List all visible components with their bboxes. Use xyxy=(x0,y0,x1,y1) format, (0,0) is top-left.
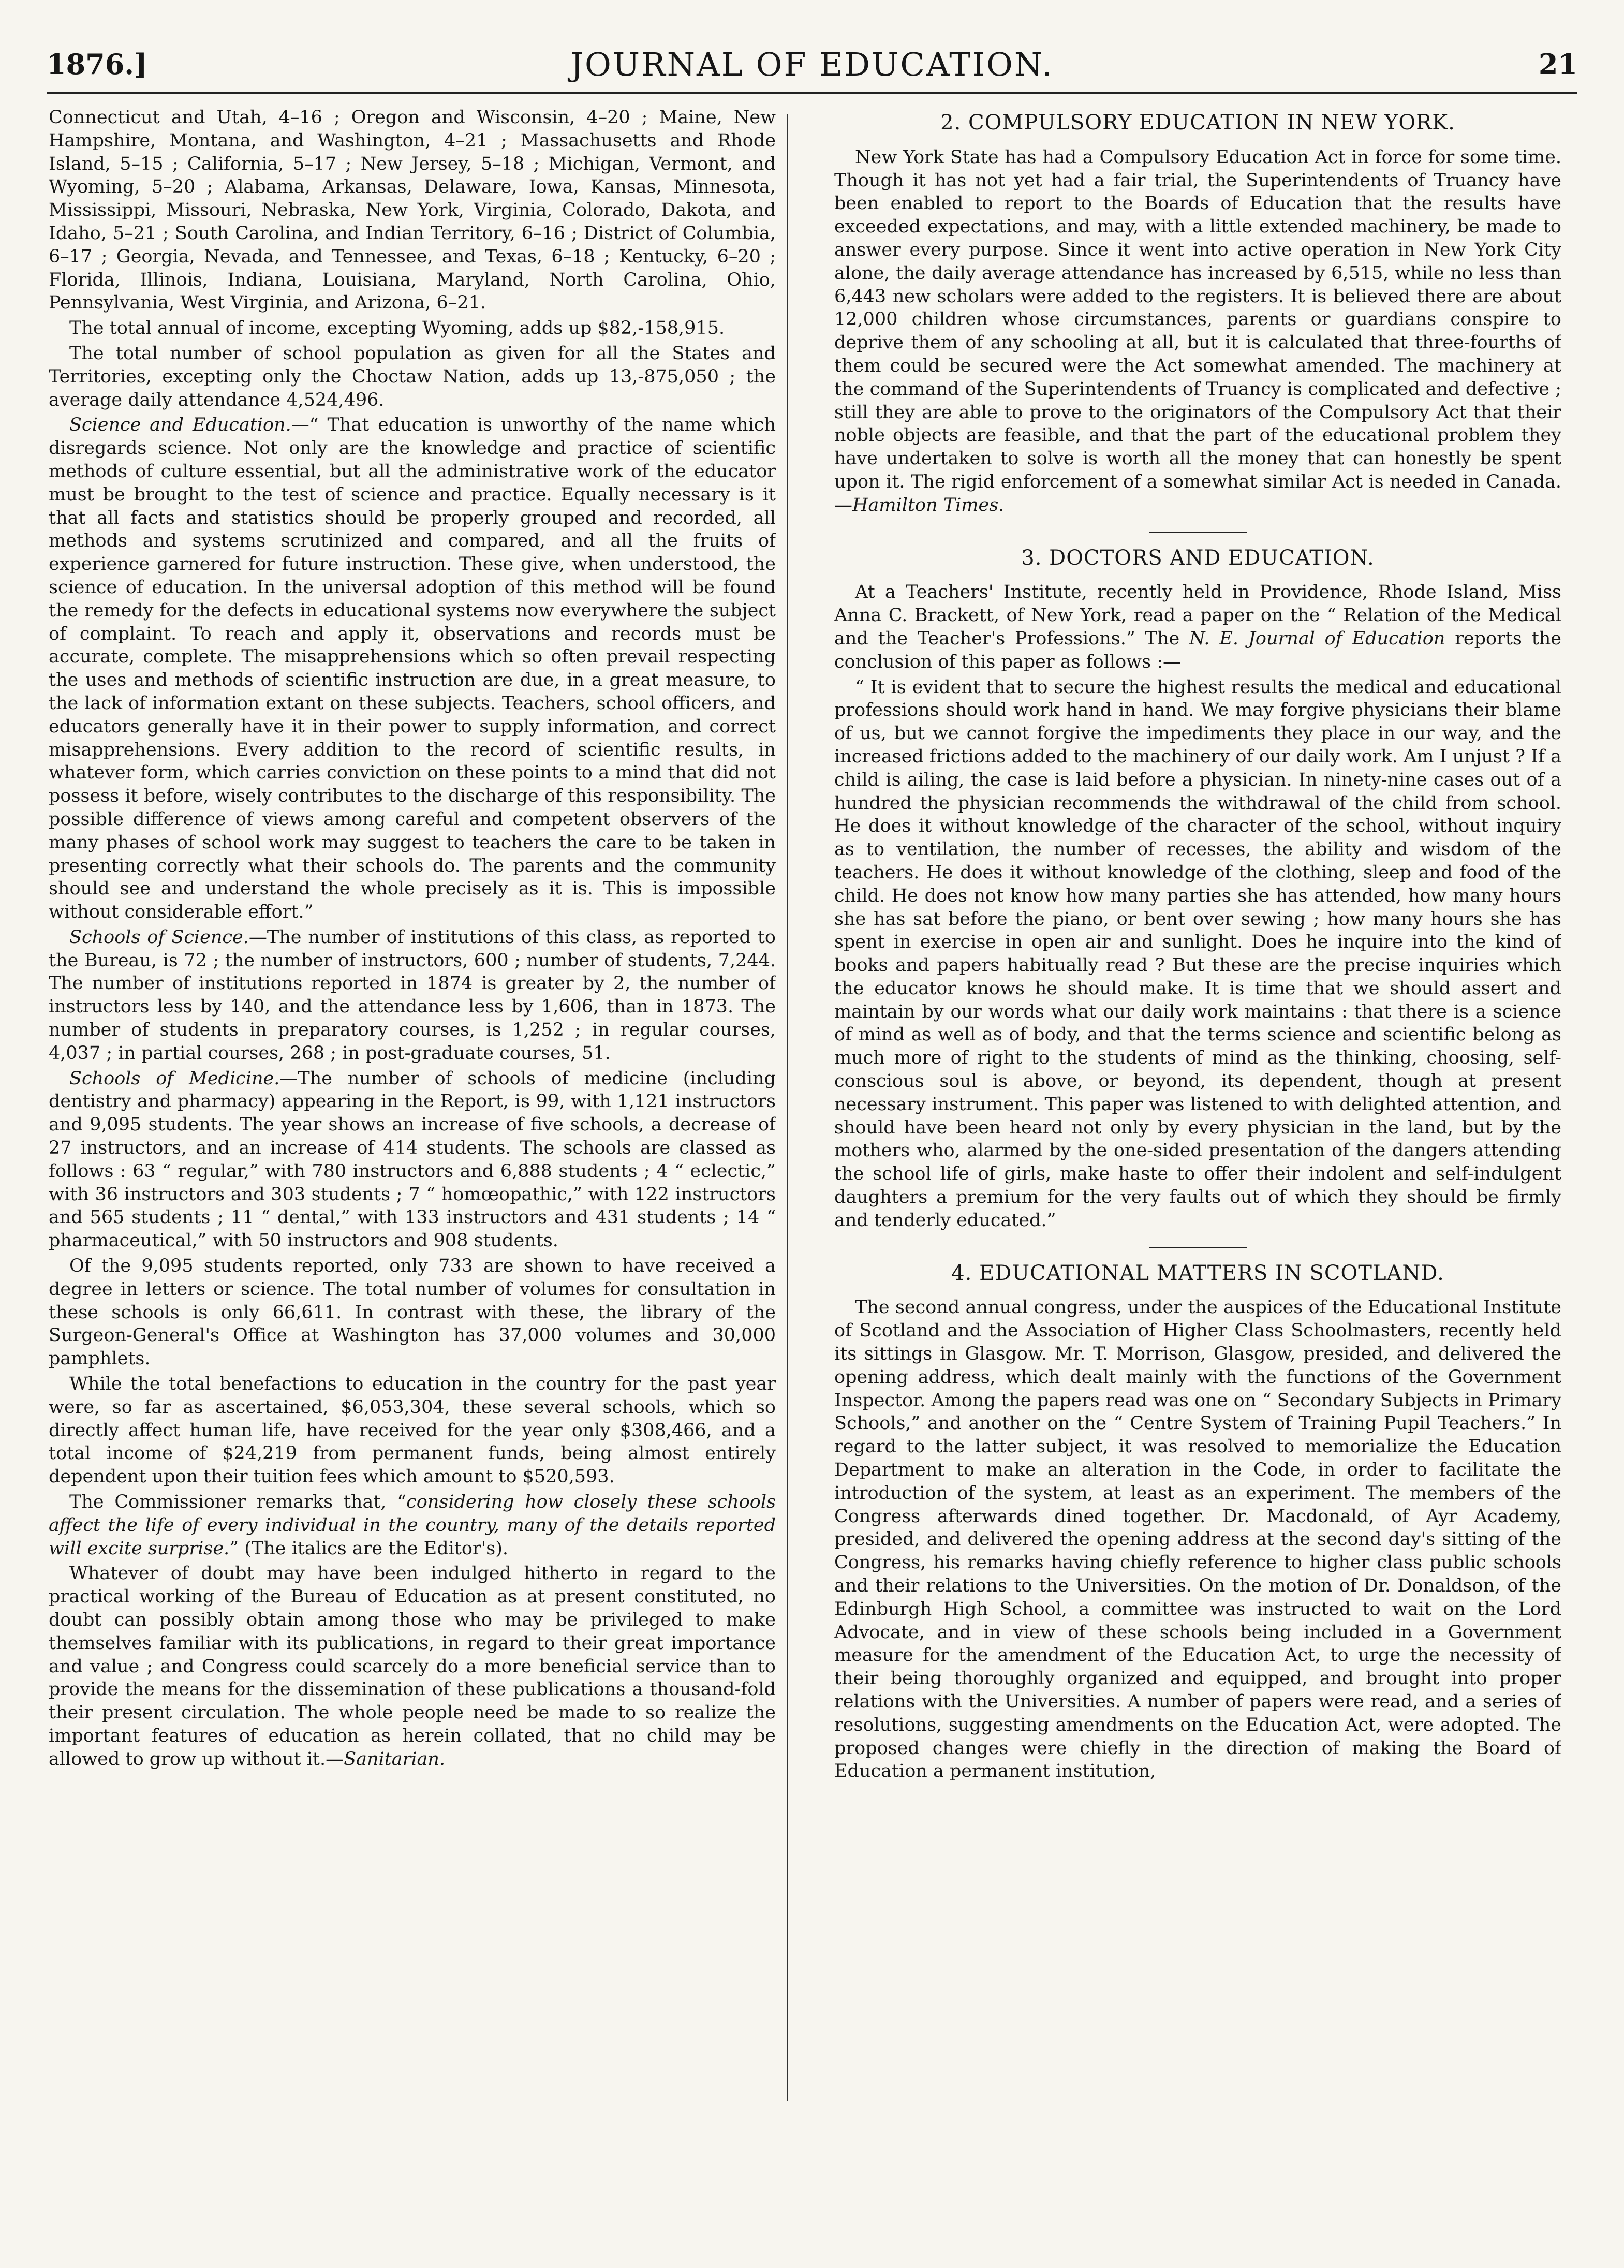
paragraph-bureau-publications xyxy=(49,1562,776,1771)
schools-of-science-text: —The number of institutions of this class, as reported to the Bureau, is 72 ; the number of instructors, 600 ; number of students, 7,244. The number of institutions reported in 1874 is greater by 2, the number of instructors less by 140, and the attendance less by 1,606, than in 1873. The number of students in preparatory courses, is 1,252 ; in regular courses, 4,037 ; in partial courses, 268 ; in post-graduate courses, 51. xyxy=(49,926,776,1064)
header-year: 1876.] xyxy=(47,48,147,81)
journal-title: JOURNAL OF EDUCATION. xyxy=(570,46,1054,83)
schools-of-medicine-heading: Schools of Medicine. xyxy=(69,1068,280,1089)
compulsory-education-text: New York State has had a Compulsory Education Act in force for some time. Though it has not yet had a fair trial, the Superintendents of Truancy have been enabled to report to the Boards of Education that the results have exceeded expectations, and may, with a little extended machinery, be made to answer every purpose. Since it went into active operation in New York City alone, the daily average attendance has increased by 6,515, while no less than 6,443 new scholars were added to the registers. It is believed there are about 12,000 children whose circumstances, parents or guardians conspire to deprive them of any schooling at all, but it is calculated that three-fourths of them could be secured were the Act somewhat amended. The machinery at the command of the Superintendents of Truancy is complicated and defective ; still they are able to prove to the originators of the Compulsory Act that their noble objects are feasible, and that the part of the educational problem they have undertaken to solve is worth all the money that can honestly be spent upon it. The rigid enforcement of a somewhat similar Act is needed in Canada.— xyxy=(834,146,1561,516)
section-title-scotland: 4. EDUCATIONAL MATTERS IN SCOTLAND. xyxy=(951,1261,1444,1285)
schools-of-medicine-text: —The number of schools of medicine (including dentistry and pharmacy) appearing in the Report, is 99, with 1,121 instructors and 9,095 students. The year shows an increase of five schools, a decrease of 27 instructors, and an increase of 414 students. The schools are classed as follows : 63 “ regular,” with 780 instructors and 6,888 students ; 4 “ eclectic,” with 36 instructors and 303 students ; 7 “ homœopathic,” with 122 instructors and 565 students ; 11 “ dental,” with 133 instructors and 431 students ; 14 “ pharmaceutical,” with 50 instructors and 908 students. xyxy=(49,1068,776,1251)
paragraph-age-ranges: Connecticut and Utah, 4–16 ; Oregon and Wisconsin, 4–20 ; Maine, New Hampshire, Montana, and Washington, 4–21 ; Massachusetts and Rhode Island, 5–15 ; California, 5–17 ; New Jersey, 5–18 ; Michigan, Vermont, and Wyoming, 5–20 ; Alabama, Arkansas, Delaware, Iowa, Kansas, Minnesota, Mississippi, Missouri, Nebraska, New York, Virginia, Colorado, Dakota, and Idaho, 5–21 ; South Carolina, and Indian Territory, 6–16 ; District of Columbia, 6–17 ; Georgia, Nevada, and Tennessee, and Texas, 6–18 ; Kentucky, 6–20 ; Florida, Illinois, Indiana, Louisiana, Maryland, North Carolina, Ohio, Pennsylvania, West Virginia, and Arizona, 6–21. xyxy=(49,107,776,314)
science-education-text: —“ That education is unworthy of the name which disregards science. Not only are the knowledge and practice of scientific methods of culture essential, but all the administrative work of the educator must be brought to the test of science and practice. Equally necessary is it that all facts and statistics should be properly grouped and recorded, all methods and systems scrutinized and compared, and all the fruits of experience garnered for future instruction. These give, when understood, the science of education. In the universal adoption of this method will be found the remedy for the defects in educational systems now everywhere the subject of complaint. To reach and apply it, observations and records must be accurate, complete. The misapprehensions which so often prevail respecting the uses and methods of scientific instruction are due, in a great measure, to the lack of information extant on these subjects. Teachers, school officers, and educators generally have it in their power to supply information, and correct misapprehensions. Every addition to the record of scientific results, in whatever form, which carries conviction on these points to a mind that did not possess it before, wisely contributes to the discharge of this responsibility. The possible difference of views among careful and competent observers of the many phases of school work may suggest to teachers the care to be taken in presenting correctly what their schools do. The parents and the community should see and understand the whole precisely as it is. This is impossible without considerable effort.” xyxy=(49,415,776,923)
paragraph-science-education xyxy=(49,414,776,924)
left-column xyxy=(49,106,776,2151)
science-education-heading: Science and Education. xyxy=(69,415,291,436)
paragraph-benefactions: While the total benefactions to education in the country for the past year were, so far as ascertained, $6,053,304, these several schools, which so directly affect human life, have received for the year only $308,466, and a total income of $24,219 from permanent funds, being almost entirely dependent upon their tuition fees which amount to $520,593. xyxy=(49,1374,776,1488)
commissioner-italic-quote: considering how closely these schools affect the life of every individual in the country, many of the details reported will excite surprise. xyxy=(49,1492,776,1559)
source-sanitarian: Sanitarian. xyxy=(344,1748,446,1770)
paragraph-total-income: The total annual of income, excepting Wyoming, adds up $82,-158,915. xyxy=(69,318,725,339)
doctors-intro-text-b: reports the conclusion of this paper as follows :— xyxy=(834,628,1561,672)
commissioner-text-end: ” (The italics are the Editor's). xyxy=(229,1538,509,1559)
paragraph-commissioner-remarks xyxy=(49,1491,776,1560)
running-header xyxy=(47,14,1577,94)
right-column xyxy=(834,106,1561,2151)
paragraph-compulsory-education xyxy=(834,146,1561,517)
source-hamilton-times: Hamilton Times. xyxy=(852,494,1005,516)
paragraph-degrees-volumes: Of the 9,095 students reported, only 733 are shown to have received a degree in letters or science. The total number of volumes for consultation in these schools is only 66,611. In contrast with these, the library of the Surgeon-General's Office at Washington has 37,000 volumes and 30,000 pamphlets. xyxy=(49,1256,776,1369)
paragraph-school-population: The total number of school population as given for all the States and Territories, excepting only the Choctaw Nation, adds up 13,-875,050 ; the average daily attendance 4,524,496. xyxy=(49,343,776,410)
section-rule xyxy=(1149,532,1247,533)
schools-of-science-heading: Schools of Science. xyxy=(69,926,249,948)
bureau-publications-text: Whatever of doubt may have been indulged hitherto in regard to the practical working of the Bureau of Education as at present constituted, no doubt can possibly obtain among those who may be privileged to make themselves familiar with its publications, in regard to their great importance and value ; and Congress could scarcely do a more beneficial service than to provide the means for the dissemination of these publications a thousand-fold their present circulation. The whole people need be made to so realize the important features of education as herein collated, that no child may be allowed to grow up without it.— xyxy=(49,1563,776,1770)
commissioner-text-start: The Commissioner remarks that, “ xyxy=(69,1492,407,1513)
section-rule xyxy=(1149,1247,1247,1248)
doctors-intro-text-a: At a Teachers' Institute, recently held in Providence, Rhode Island, Miss Anna C. Brackett, of New York, read a paper on the “ Relation of the Medical and the Teacher's Professions.” The xyxy=(834,582,1561,649)
column-divider xyxy=(787,114,788,2101)
paragraph-schools-of-medicine xyxy=(49,1067,776,1253)
paragraph-doctors-intro xyxy=(834,581,1561,673)
section-title-doctors-education: 3. DOCTORS AND EDUCATION. xyxy=(1021,546,1375,570)
paragraph-schools-of-science xyxy=(49,926,776,1065)
journal-name-italic: N. E. Journal of Education xyxy=(1189,628,1445,649)
section-title-compulsory-education: 2. COMPULSORY EDUCATION IN NEW YORK. xyxy=(940,111,1455,135)
paragraph-brackett-quote: “ It is evident that to secure the highest results the medical and educational professions should work hand in hand. We may forgive physicians their blame of us, but we cannot forgive the impediments they place in our way, and the increased frictions added to the machinery of our daily work. Am I unjust ? If a child is ailing, the case is laid before a physician. In ninety-nine cases out of a hundred the physician recommends the withdrawal of the child from school. He does it without knowledge of the character of the school, without inquiry as to ventilation, the number of recesses, the ability and wisdom of the teachers. He does it without knowledge of the clothing, sleep and food of the child. He does not know how many parties she has attended, how many hours she has sat before the piano, or bent over sewing ; how many hours she has spent in exercise in open air and sunlight. Does he inquire into the kind of books and papers habitually read ? But these are the precise inquiries which the educator knows he should make. It is time that we should assert and maintain by our words what our daily work maintains : that there is a science of mind as well as of body, and that the terms science and scientific belong as much more of right to the students of mind as the thinking, choosing, self-conscious soul is above, or beyond, its dependent, though at present necessary instrument. This paper was listened to with delighted attention, and should have been heard not only by every physician in the land, but by the mothers who, alarmed by the one-sided presentation of the dangers attending the school life of girls, make haste to offer their indolent and self-indulgent daughters a premium for the very faults out of which they should be firmly and tenderly educated.” xyxy=(834,676,1561,1231)
paragraph-scotland: The second annual congress, under the auspices of the Educational Institute of Scotland and the Association of Higher Class Schoolmasters, recently held its sittings in Glasgow. Mr. T. Morrison, Glasgow, presided, and delivered the opening address, which dealt mainly with the functions of the Government Inspector. Among the papers read was one on “ Secondary Subjects in Primary Schools,” and another on the “ Centre System of Training Pupil Teachers.” In regard to the latter subject, it was resolved to memorialize the Education Department to make an alteration in the Code, in order to facilitate the introduction of the system, at least as an experiment. The members of the Congress afterwards dined together. Dr. Macdonald, of Ayr Academy, presided, and delivered the opening address at the second day's sitting of the Congress, his remarks having chiefly reference to higher class public schools and their relations to the Universities. On the motion of Dr. Donaldson, of the Edinburgh High School, a committee was instructed to wait on the Lord Advocate, and in view of these schools being included in a Government measure for the amendment of the Education Act, to urge the necessity of their being thoroughly organized and equipped, and brought into proper relations with the Universities. A number of papers were read, and a series of resolutions, suggesting amendments on the Education Act, were adopted. The proposed changes were chiefly in the direction of making the Board of Education a permanent institution, xyxy=(834,1297,1561,1782)
page-number: 21 xyxy=(1538,48,1577,81)
